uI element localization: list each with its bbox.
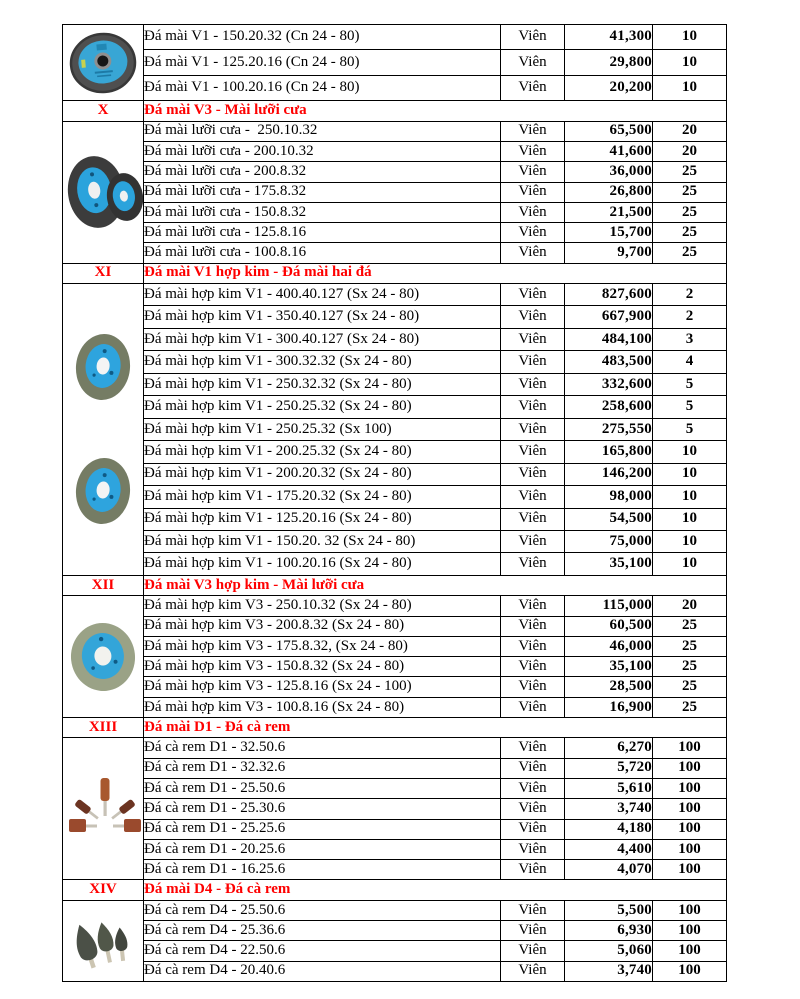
product-name: Đá cà rem D4 - 22.50.6 xyxy=(144,941,501,961)
product-row xyxy=(63,657,727,677)
product-name: Đá cà rem D1 - 20.25.6 xyxy=(144,839,501,859)
unit-cell: Viên xyxy=(501,941,565,961)
price-cell: 26,800 xyxy=(565,182,653,202)
product-row xyxy=(63,941,727,961)
price-cell: 165,800 xyxy=(565,441,653,463)
section-title: Đá mài D4 - Đá cà rem xyxy=(144,880,727,900)
unit-cell: Viên xyxy=(501,306,565,328)
product-row xyxy=(63,596,727,616)
section-numeral: X xyxy=(63,101,144,121)
product-row xyxy=(63,373,727,395)
price-cell: 75,000 xyxy=(565,530,653,552)
unit-cell: Viên xyxy=(501,25,565,50)
quantity-cell: 25 xyxy=(653,616,727,636)
product-image-cell xyxy=(63,900,144,981)
product-name: Đá mài hợp kim V3 - 200.8.32 (Sx 24 - 80) xyxy=(144,616,501,636)
product-row xyxy=(63,697,727,717)
price-cell: 29,800 xyxy=(565,50,653,75)
price-cell: 20,200 xyxy=(565,75,653,100)
unit-cell: Viên xyxy=(501,162,565,182)
product-name: Đá mài lưỡi cưa - 125.8.16 xyxy=(144,223,501,243)
product-row xyxy=(63,121,727,141)
price-cell: 258,600 xyxy=(565,396,653,418)
price-cell: 667,900 xyxy=(565,306,653,328)
product-name: Đá mài hợp kim V3 - 175.8.32, (Sx 24 - 80) xyxy=(144,636,501,656)
product-name: Đá mài hợp kim V1 - 400.40.127 (Sx 24 - 80) xyxy=(144,283,501,305)
quantity-cell: 25 xyxy=(653,697,727,717)
quantity-cell: 100 xyxy=(653,921,727,941)
unit-cell: Viên xyxy=(501,182,565,202)
product-name: Đá cà rem D1 - 25.50.6 xyxy=(144,778,501,798)
quantity-cell: 25 xyxy=(653,182,727,202)
price-cell: 5,060 xyxy=(565,941,653,961)
unit-cell: Viên xyxy=(501,75,565,100)
product-name: Đá mài hợp kim V1 - 350.40.127 (Sx 24 - 80) xyxy=(144,306,501,328)
quantity-cell: 25 xyxy=(653,636,727,656)
unit-cell: Viên xyxy=(501,657,565,677)
alloy-saw-wheel-image xyxy=(63,619,143,695)
alloy-grinding-wheels-image xyxy=(64,309,142,549)
section-header-row xyxy=(63,880,727,900)
quantity-cell: 25 xyxy=(653,243,727,263)
product-row xyxy=(63,396,727,418)
unit-cell: Viên xyxy=(501,799,565,819)
product-row xyxy=(63,799,727,819)
unit-cell: Viên xyxy=(501,900,565,920)
unit-cell: Viên xyxy=(501,396,565,418)
product-row xyxy=(63,351,727,373)
product-name: Đá mài hợp kim V1 - 250.25.32 (Sx 24 - 80) xyxy=(144,396,501,418)
product-name: Đá cà rem D1 - 25.25.6 xyxy=(144,819,501,839)
section-numeral: XII xyxy=(63,575,144,595)
quantity-cell: 100 xyxy=(653,961,727,981)
price-cell: 35,100 xyxy=(565,553,653,576)
price-cell: 5,500 xyxy=(565,900,653,920)
section-numeral: XI xyxy=(63,263,144,283)
price-cell: 275,550 xyxy=(565,418,653,440)
product-row xyxy=(63,162,727,182)
unit-cell: Viên xyxy=(501,223,565,243)
unit-cell: Viên xyxy=(501,758,565,778)
price-cell: 54,500 xyxy=(565,508,653,530)
product-row xyxy=(63,860,727,880)
price-cell: 4,070 xyxy=(565,860,653,880)
quantity-cell: 100 xyxy=(653,758,727,778)
price-cell: 483,500 xyxy=(565,351,653,373)
price-cell: 41,300 xyxy=(565,25,653,50)
quantity-cell: 10 xyxy=(653,25,727,50)
product-name: Đá mài lưỡi cưa - 200.10.32 xyxy=(144,141,501,161)
product-name: Đá mài hợp kim V3 - 250.10.32 (Sx 24 - 80) xyxy=(144,596,501,616)
price-cell: 115,000 xyxy=(565,596,653,616)
price-cell: 15,700 xyxy=(565,223,653,243)
quantity-cell: 3 xyxy=(653,328,727,350)
product-row xyxy=(63,141,727,161)
quantity-cell: 10 xyxy=(653,508,727,530)
product-row xyxy=(63,900,727,920)
unit-cell: Viên xyxy=(501,697,565,717)
quantity-cell: 100 xyxy=(653,819,727,839)
price-cell: 4,400 xyxy=(565,839,653,859)
quantity-cell: 100 xyxy=(653,941,727,961)
product-image-cell xyxy=(63,25,144,101)
product-name: Đá mài hợp kim V1 - 125.20.16 (Sx 24 - 80) xyxy=(144,508,501,530)
quantity-cell: 5 xyxy=(653,396,727,418)
unit-cell: Viên xyxy=(501,819,565,839)
product-name: Đá mài lưỡi cưa - 250.10.32 xyxy=(144,121,501,141)
product-row xyxy=(63,778,727,798)
price-cell: 16,900 xyxy=(565,697,653,717)
product-row xyxy=(63,819,727,839)
quantity-cell: 25 xyxy=(653,677,727,697)
product-name: Đá mài V1 - 100.20.16 (Cn 24 - 80) xyxy=(144,75,501,100)
price-cell: 827,600 xyxy=(565,283,653,305)
product-name: Đá cà rem D1 - 32.50.6 xyxy=(144,738,501,758)
product-name: Đá mài hợp kim V1 - 250.32.32 (Sx 24 - 80) xyxy=(144,373,501,395)
product-name: Đá mài lưỡi cưa - 175.8.32 xyxy=(144,182,501,202)
unit-cell: Viên xyxy=(501,373,565,395)
quantity-cell: 25 xyxy=(653,202,727,222)
price-table xyxy=(62,24,727,982)
product-image-cell xyxy=(63,121,144,263)
section-title: Đá mài D1 - Đá cà rem xyxy=(144,718,727,738)
price-cell: 332,600 xyxy=(565,373,653,395)
product-name: Đá cà rem D1 - 25.30.6 xyxy=(144,799,501,819)
quantity-cell: 10 xyxy=(653,463,727,485)
product-name: Đá mài hợp kim V1 - 200.20.32 (Sx 24 - 80) xyxy=(144,463,501,485)
product-name: Đá mài hợp kim V3 - 125.8.16 (Sx 24 - 100) xyxy=(144,677,501,697)
product-name: Đá mài hợp kim V1 - 300.40.127 (Sx 24 - 80) xyxy=(144,328,501,350)
unit-cell: Viên xyxy=(501,202,565,222)
quantity-cell: 20 xyxy=(653,596,727,616)
product-row xyxy=(63,961,727,981)
product-row xyxy=(63,306,727,328)
product-name: Đá mài lưỡi cưa - 100.8.16 xyxy=(144,243,501,263)
section-title: Đá mài V1 hợp kim - Đá mài hai đá xyxy=(144,263,727,283)
saw-blade-wheels-image xyxy=(63,136,143,248)
product-row xyxy=(63,636,727,656)
product-name: Đá cà rem D4 - 25.50.6 xyxy=(144,900,501,920)
product-row xyxy=(63,839,727,859)
unit-cell: Viên xyxy=(501,596,565,616)
product-row xyxy=(63,283,727,305)
unit-cell: Viên xyxy=(501,418,565,440)
quantity-cell: 10 xyxy=(653,486,727,508)
unit-cell: Viên xyxy=(501,738,565,758)
price-cell: 484,100 xyxy=(565,328,653,350)
product-row xyxy=(63,75,727,100)
unit-cell: Viên xyxy=(501,677,565,697)
product-row xyxy=(63,508,727,530)
unit-cell: Viên xyxy=(501,486,565,508)
unit-cell: Viên xyxy=(501,50,565,75)
unit-cell: Viên xyxy=(501,860,565,880)
price-cell: 3,740 xyxy=(565,799,653,819)
price-cell: 41,600 xyxy=(565,141,653,161)
product-image-cell xyxy=(63,283,144,575)
product-row xyxy=(63,530,727,552)
price-cell: 28,500 xyxy=(565,677,653,697)
unit-cell: Viên xyxy=(501,328,565,350)
quantity-cell: 100 xyxy=(653,900,727,920)
quantity-cell: 25 xyxy=(653,657,727,677)
product-name: Đá mài lưỡi cưa - 150.8.32 xyxy=(144,202,501,222)
product-name: Đá mài hợp kim V1 - 150.20. 32 (Sx 24 - 80) xyxy=(144,530,501,552)
quantity-cell: 25 xyxy=(653,162,727,182)
grinding-wheel-image xyxy=(69,32,137,94)
unit-cell: Viên xyxy=(501,530,565,552)
product-name: Đá mài hợp kim V1 - 250.25.32 (Sx 100) xyxy=(144,418,501,440)
unit-cell: Viên xyxy=(501,553,565,576)
product-name: Đá cà rem D4 - 25.36.6 xyxy=(144,921,501,941)
unit-cell: Viên xyxy=(501,441,565,463)
quantity-cell: 10 xyxy=(653,50,727,75)
product-row xyxy=(63,50,727,75)
price-table-body xyxy=(63,25,727,982)
quantity-cell: 10 xyxy=(653,553,727,576)
section-header-row xyxy=(63,575,727,595)
product-name: Đá cà rem D1 - 16.25.6 xyxy=(144,860,501,880)
price-cell: 98,000 xyxy=(565,486,653,508)
price-cell: 60,500 xyxy=(565,616,653,636)
product-row xyxy=(63,243,727,263)
product-name: Đá mài hợp kim V1 - 200.25.32 (Sx 24 - 80) xyxy=(144,441,501,463)
quantity-cell: 20 xyxy=(653,121,727,141)
product-row xyxy=(63,441,727,463)
unit-cell: Viên xyxy=(501,141,565,161)
quantity-cell: 100 xyxy=(653,860,727,880)
product-image-cell xyxy=(63,596,144,718)
product-name: Đá mài hợp kim V1 - 175.20.32 (Sx 24 - 80) xyxy=(144,486,501,508)
unit-cell: Viên xyxy=(501,283,565,305)
price-cell: 21,500 xyxy=(565,202,653,222)
unit-cell: Viên xyxy=(501,508,565,530)
price-cell: 6,270 xyxy=(565,738,653,758)
product-row xyxy=(63,328,727,350)
unit-cell: Viên xyxy=(501,961,565,981)
mounted-points-image xyxy=(63,772,144,846)
product-name: Đá mài V1 - 125.20.16 (Cn 24 - 80) xyxy=(144,50,501,75)
unit-cell: Viên xyxy=(501,616,565,636)
quantity-cell: 100 xyxy=(653,839,727,859)
unit-cell: Viên xyxy=(501,921,565,941)
section-header-row xyxy=(63,263,727,283)
quantity-cell: 10 xyxy=(653,75,727,100)
quantity-cell: 2 xyxy=(653,283,727,305)
price-cell: 35,100 xyxy=(565,657,653,677)
product-row xyxy=(63,463,727,485)
quantity-cell: 5 xyxy=(653,418,727,440)
product-row xyxy=(63,553,727,576)
product-row xyxy=(63,921,727,941)
product-row xyxy=(63,25,727,50)
product-name: Đá mài hợp kim V3 - 150.8.32 (Sx 24 - 80) xyxy=(144,657,501,677)
product-image-cell xyxy=(63,738,144,880)
product-row xyxy=(63,486,727,508)
section-header-row xyxy=(63,101,727,121)
unit-cell: Viên xyxy=(501,243,565,263)
product-name: Đá mài hợp kim V1 - 100.20.16 (Sx 24 - 80) xyxy=(144,553,501,576)
price-cell: 4,180 xyxy=(565,819,653,839)
product-row xyxy=(63,182,727,202)
quantity-cell: 5 xyxy=(653,373,727,395)
price-cell: 6,930 xyxy=(565,921,653,941)
price-cell: 5,720 xyxy=(565,758,653,778)
section-title: Đá mài V3 hợp kim - Mài lưỡi cưa xyxy=(144,575,727,595)
price-cell: 46,000 xyxy=(565,636,653,656)
product-row xyxy=(63,202,727,222)
price-cell: 9,700 xyxy=(565,243,653,263)
quantity-cell: 100 xyxy=(653,738,727,758)
unit-cell: Viên xyxy=(501,636,565,656)
product-row xyxy=(63,677,727,697)
product-row xyxy=(63,616,727,636)
price-cell: 3,740 xyxy=(565,961,653,981)
price-cell: 36,000 xyxy=(565,162,653,182)
quantity-cell: 100 xyxy=(653,799,727,819)
price-cell: 65,500 xyxy=(565,121,653,141)
product-name: Đá mài lưỡi cưa - 200.8.32 xyxy=(144,162,501,182)
section-numeral: XIV xyxy=(63,880,144,900)
unit-cell: Viên xyxy=(501,778,565,798)
product-name: Đá mài V1 - 150.20.32 (Cn 24 - 80) xyxy=(144,25,501,50)
product-row xyxy=(63,418,727,440)
unit-cell: Viên xyxy=(501,351,565,373)
product-name: Đá mài hợp kim V1 - 300.32.32 (Sx 24 - 80) xyxy=(144,351,501,373)
unit-cell: Viên xyxy=(501,121,565,141)
product-row xyxy=(63,223,727,243)
quantity-cell: 100 xyxy=(653,778,727,798)
teardrop-points-image xyxy=(65,909,141,973)
product-name: Đá cà rem D4 - 20.40.6 xyxy=(144,961,501,981)
price-cell: 146,200 xyxy=(565,463,653,485)
quantity-cell: 4 xyxy=(653,351,727,373)
quantity-cell: 2 xyxy=(653,306,727,328)
unit-cell: Viên xyxy=(501,839,565,859)
product-row xyxy=(63,758,727,778)
product-row xyxy=(63,738,727,758)
quantity-cell: 25 xyxy=(653,223,727,243)
product-name: Đá mài hợp kim V3 - 100.8.16 (Sx 24 - 80) xyxy=(144,697,501,717)
section-header-row xyxy=(63,718,727,738)
section-title: Đá mài V3 - Mài lưỡi cưa xyxy=(144,101,727,121)
unit-cell: Viên xyxy=(501,463,565,485)
price-cell: 5,610 xyxy=(565,778,653,798)
quantity-cell: 10 xyxy=(653,441,727,463)
quantity-cell: 20 xyxy=(653,141,727,161)
product-name: Đá cà rem D1 - 32.32.6 xyxy=(144,758,501,778)
section-numeral: XIII xyxy=(63,718,144,738)
quantity-cell: 10 xyxy=(653,530,727,552)
